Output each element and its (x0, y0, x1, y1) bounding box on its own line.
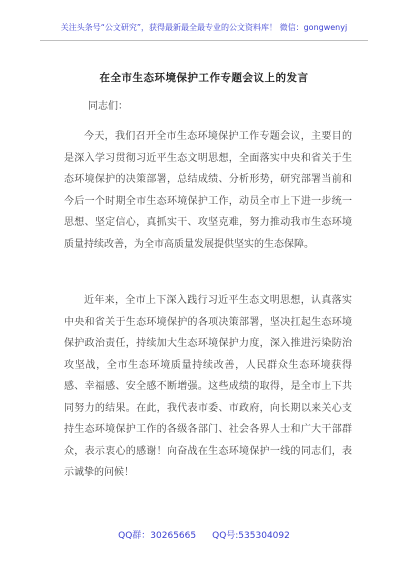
body-paragraph-1: 今天，我们召开全市生态环境保护工作专题会议，主要目的是深入学习贯彻习近平生态文明思想，全面落实中央和省关于生态环境保护的决策部署，总结成绩、分析形势，研究部署当前和今后一个时期全市生态环境保护工作，动员全市上下进一步统一思想、坚定信心，真抓实干、攻坚克难，努力推动我市生态环境质量持续改善，为全市高质量发展提供坚实的生态保障。 (64, 131, 352, 250)
footer-qq-group: QQ群：30265665 (118, 531, 197, 541)
footer-contact (0, 528, 408, 541)
document-title: 在全市生态环境保护工作专题会议上的发言 (99, 72, 309, 84)
salutation: 同志们： (88, 101, 128, 112)
header-divider (40, 40, 368, 41)
header-promo-note: 关注头条号“公文研究”，获得最新最全最专业的公文资料库！ 微信：gongwenyj (60, 23, 348, 32)
body-paragraph-2: 近年来，全市上下深入践行习近平生态文明思想，认真落实中央和省关于生态环境保护的各项决策部署，坚决扛起生态环境保护政治责任，持续加大生态环境保护力度，深入推进污染防治攻坚战，全市生态环境质量持续改善，人民群众生态环境获得感、幸福感、安全感不断增强。这些成绩的取得，是全市上下共同努力的结果。在此，我代表市委、市政府，向长期以来关心支持生态环境保护工作的各级各部门、社会各界人士和广大干部群众，表示衷心的感谢！向奋战在生态环境保护一线的同志们，表示诚挚的问候！ (64, 295, 352, 478)
footer-qq-number: QQ号:535304092 (212, 531, 290, 541)
